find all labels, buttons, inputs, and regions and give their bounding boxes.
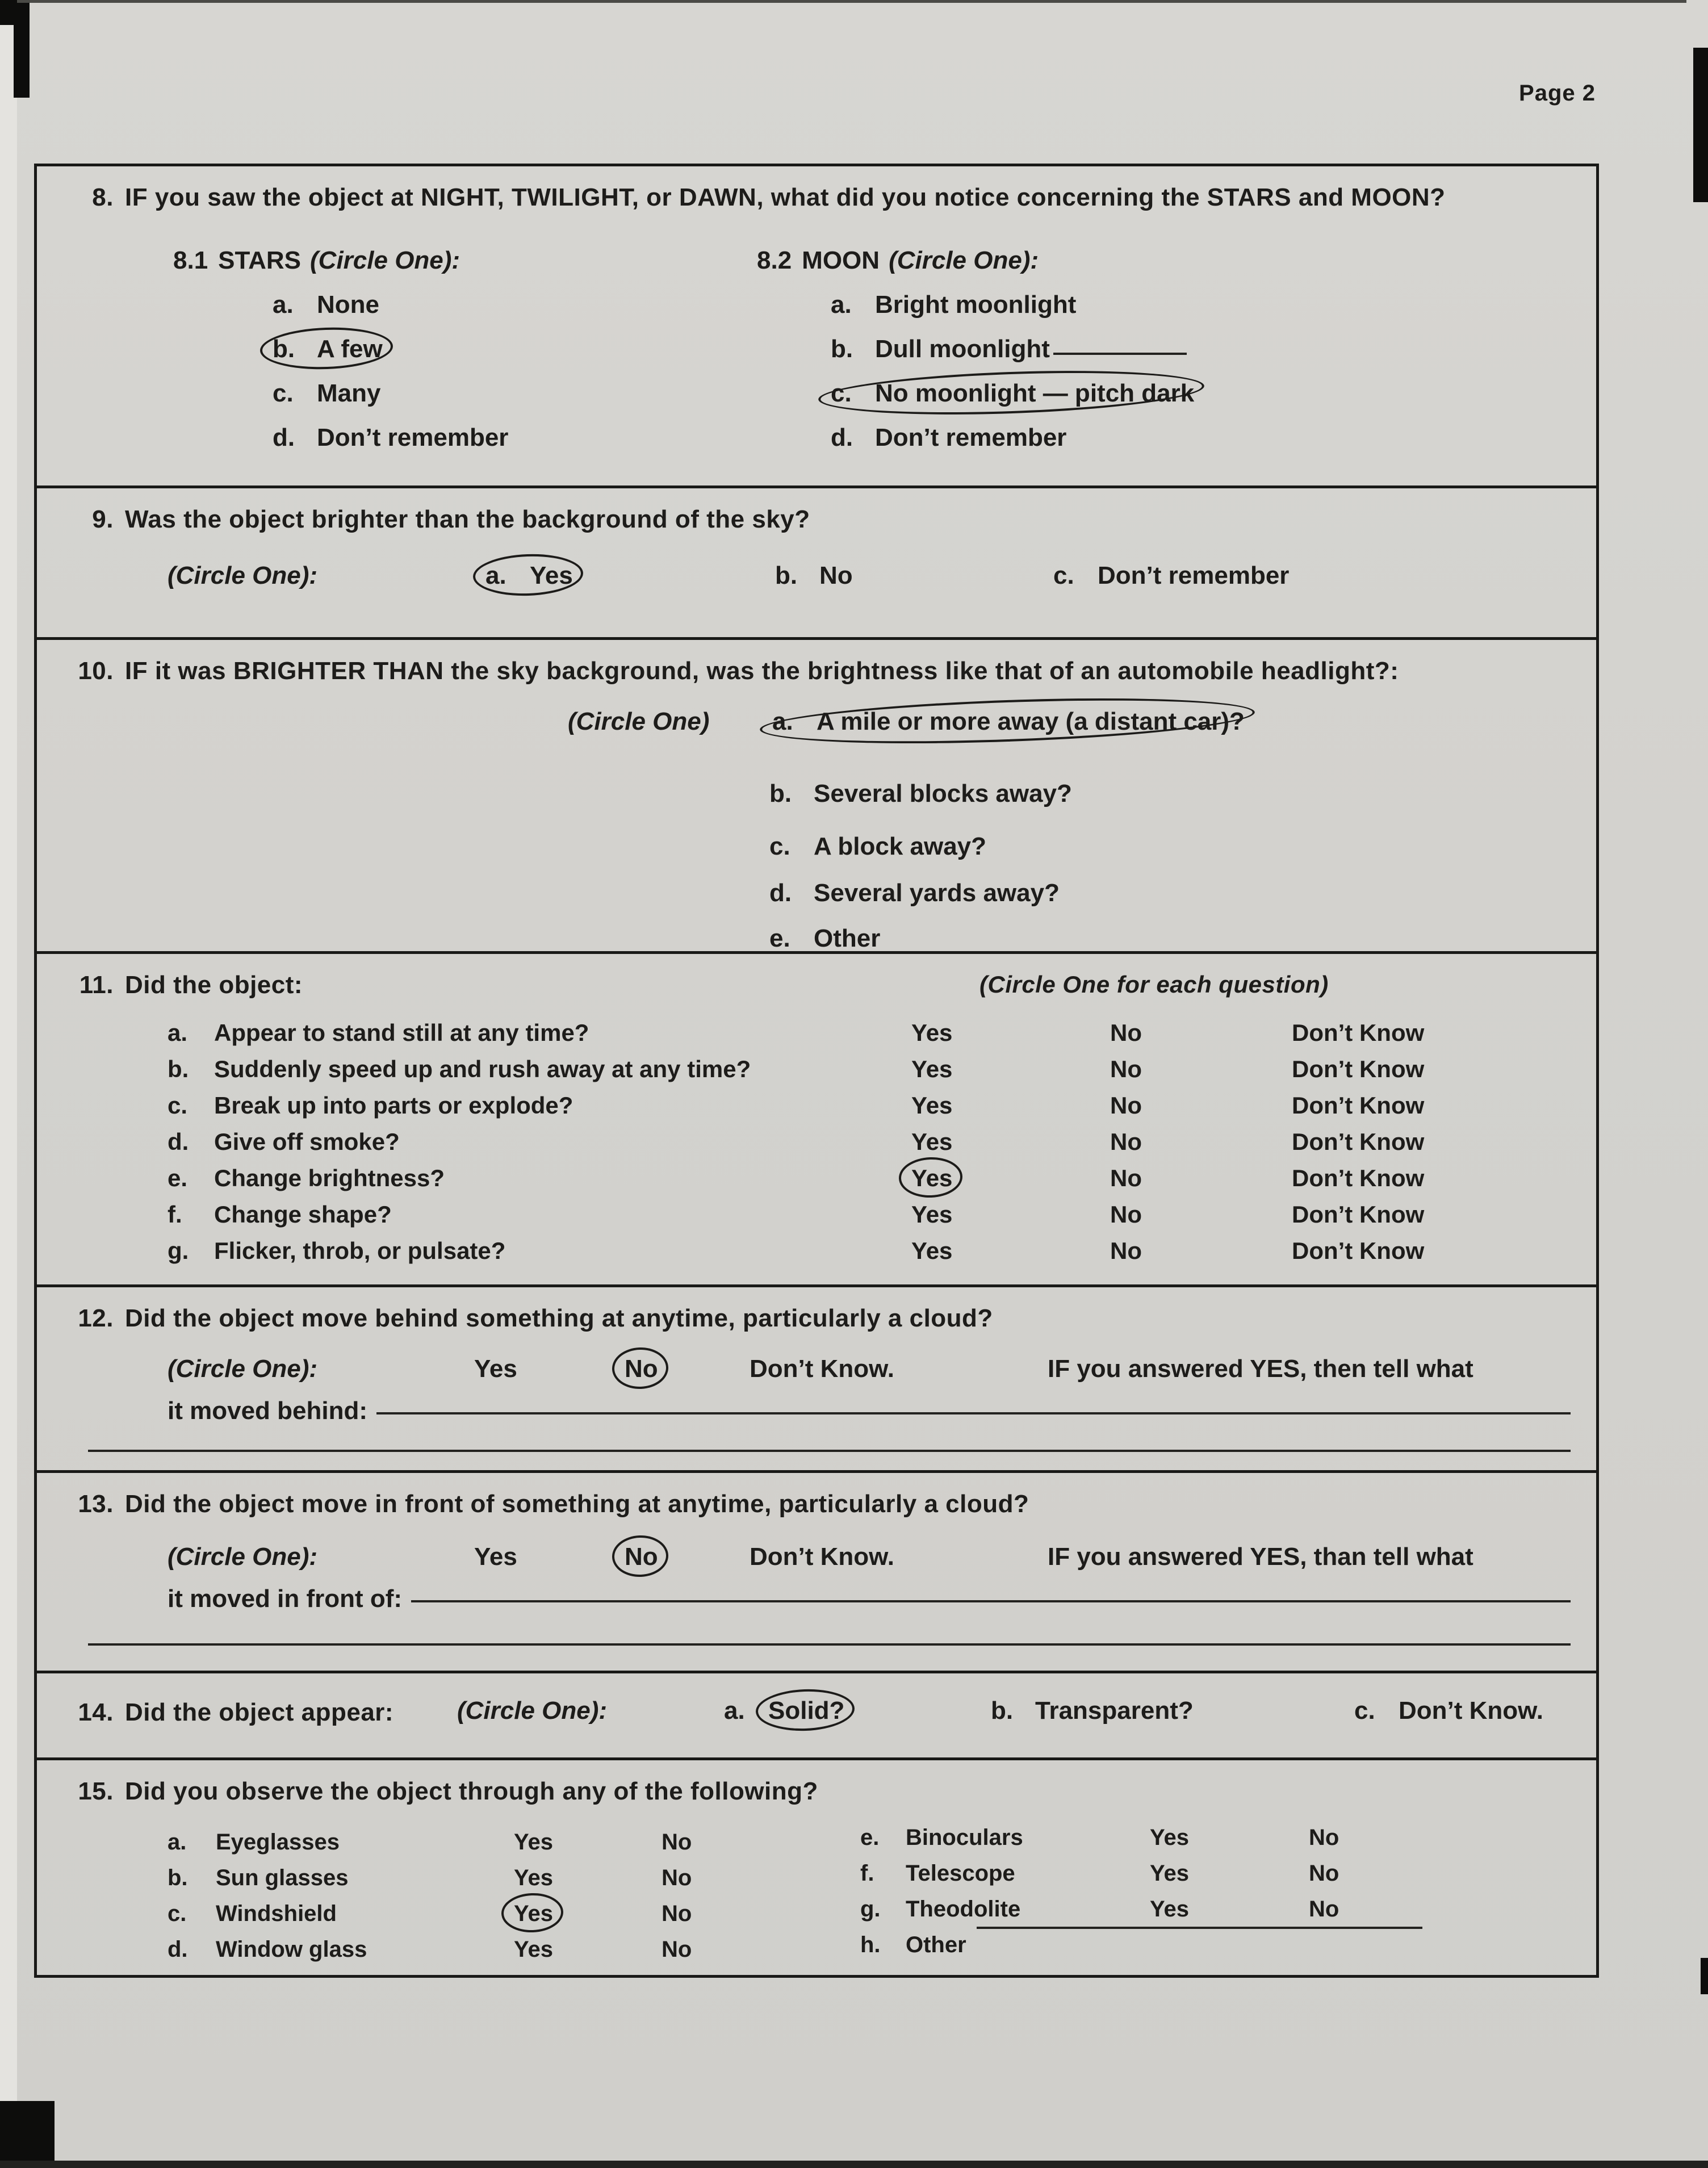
scan-artifact bbox=[1693, 48, 1708, 202]
option-letter: f. bbox=[860, 1861, 874, 1886]
question-15-left-column bbox=[168, 1828, 775, 1972]
moon-subheading bbox=[757, 246, 1596, 275]
moon-option-bright bbox=[757, 290, 1596, 320]
question-14-answers bbox=[37, 1696, 1596, 1730]
question-15-right-column bbox=[860, 1824, 1422, 1967]
answer-no: No bbox=[1309, 1897, 1339, 1922]
option-label: Telescope bbox=[906, 1861, 1015, 1886]
q11-row-label bbox=[168, 1237, 911, 1273]
option-label: Don’t Know. bbox=[1399, 1697, 1543, 1725]
option-letter: b. bbox=[273, 335, 295, 363]
answer-no: No bbox=[1110, 1092, 1142, 1119]
option-letter: c. bbox=[1053, 562, 1074, 589]
option-label: Sun glasses bbox=[216, 1865, 349, 1890]
option-label: Several blocks away? bbox=[814, 780, 1072, 807]
option-label: Flicker, throb, or pulsate? bbox=[214, 1237, 506, 1264]
selection-circle bbox=[911, 1164, 952, 1192]
answer-yes: Yes bbox=[911, 1128, 953, 1155]
option-letter: b. bbox=[168, 1865, 188, 1890]
answer-yes: Yes bbox=[514, 1901, 553, 1926]
option-transparent bbox=[991, 1696, 1194, 1726]
answer-dont-know: Don’t Know. bbox=[750, 1355, 894, 1383]
q11-row-label bbox=[168, 1091, 911, 1128]
moon-subnumber: 8.2 bbox=[757, 246, 792, 274]
question-14-section bbox=[37, 1673, 1596, 1760]
answer-yes-circled bbox=[911, 1164, 1110, 1200]
option-label: Don’t remember bbox=[1098, 562, 1290, 589]
option-letter: e. bbox=[769, 924, 790, 952]
option-other bbox=[906, 1931, 1422, 1967]
page-number: Page 2 bbox=[1519, 81, 1596, 106]
q11-row-label bbox=[168, 1019, 911, 1055]
answer-yes: Yes bbox=[1150, 1861, 1189, 1886]
stars-option-many bbox=[173, 379, 684, 408]
if-yes-instruction: IF you answered YES, then tell what bbox=[1048, 1355, 1473, 1383]
moved-behind-row bbox=[168, 1396, 1571, 1426]
option-label: Give off smoke? bbox=[214, 1128, 400, 1155]
question-8-text: IF you saw the object at NIGHT, TWILIGHT, or DAWN, what did you notice concerning the STARS and MOON? bbox=[125, 183, 1446, 211]
question-11-section bbox=[37, 954, 1596, 1287]
stars-title: STARS bbox=[218, 246, 302, 274]
option-letter: c. bbox=[168, 1092, 188, 1119]
option-letter: b. bbox=[831, 335, 853, 363]
answer-yes: Yes bbox=[911, 1237, 953, 1264]
question-14-number: 14. bbox=[78, 1698, 114, 1726]
question-11-number: 11. bbox=[79, 971, 114, 999]
option-dont-know bbox=[1354, 1696, 1543, 1726]
question-10-option-d bbox=[769, 878, 1060, 908]
option-letter: a. bbox=[168, 1830, 187, 1855]
moon-title: MOON bbox=[802, 246, 880, 274]
answer-yes: Yes bbox=[1150, 1897, 1189, 1922]
stars-option-a-few bbox=[173, 334, 684, 364]
selection-circle bbox=[485, 561, 573, 591]
stars-subheading bbox=[173, 246, 684, 275]
option-letter: b. bbox=[775, 562, 798, 589]
option-letter: g. bbox=[168, 1237, 189, 1264]
circle-one-note: (Circle One) bbox=[568, 708, 710, 735]
answer-dont-know: Don’t Know bbox=[1292, 1165, 1425, 1191]
answer-no: No bbox=[1110, 1128, 1142, 1155]
option-letter: a. bbox=[273, 291, 294, 319]
answer-no: No bbox=[1110, 1165, 1142, 1191]
answer-no: No bbox=[1110, 1056, 1142, 1082]
option-letter: f. bbox=[168, 1201, 182, 1228]
question-10-option-c bbox=[769, 832, 986, 861]
question-8-number: 8. bbox=[92, 183, 114, 211]
option-label: Yes bbox=[530, 562, 573, 589]
question-11-text: Did the object: bbox=[125, 971, 303, 999]
option-label: A block away? bbox=[814, 832, 987, 860]
moved-behind-label: it moved behind: bbox=[168, 1397, 367, 1425]
scan-artifact bbox=[0, 2161, 1708, 2168]
answer-dont-know: Don’t Know bbox=[1292, 1056, 1425, 1082]
option-letter: b. bbox=[991, 1697, 1014, 1725]
question-9-answers bbox=[37, 561, 1596, 595]
moved-in-front-label: it moved in front of: bbox=[168, 1585, 403, 1613]
option-label: Other bbox=[814, 924, 881, 952]
fill-in-blank-line bbox=[88, 1450, 1571, 1452]
selection-circle bbox=[514, 1900, 553, 1927]
question-13-answers bbox=[37, 1542, 1596, 1576]
option-label: Dull moonlight bbox=[875, 335, 1050, 363]
selection-circle bbox=[772, 707, 1245, 736]
scan-artifact bbox=[0, 0, 30, 25]
answer-no: No bbox=[662, 1937, 692, 1962]
answer-no: No bbox=[1110, 1019, 1142, 1046]
option-label: Eyeglasses bbox=[216, 1830, 340, 1855]
stars-option-group bbox=[37, 246, 684, 453]
question-12-answers bbox=[37, 1354, 1596, 1388]
answer-no: No bbox=[662, 1865, 692, 1890]
answer-yes-circled bbox=[514, 1900, 662, 1936]
option-letter: a. bbox=[772, 708, 793, 735]
option-letter: a. bbox=[168, 1019, 188, 1046]
option-letter: e. bbox=[168, 1165, 188, 1191]
answer-yes: Yes bbox=[1150, 1825, 1189, 1850]
circle-one-note: (Circle One): bbox=[457, 1697, 608, 1725]
option-letter: a. bbox=[724, 1697, 745, 1725]
fill-in-blank-line bbox=[376, 1412, 1571, 1414]
question-12-number: 12. bbox=[78, 1304, 114, 1332]
question-12-section bbox=[37, 1287, 1596, 1473]
option-label: Windshield bbox=[216, 1901, 337, 1926]
answer-no: No bbox=[625, 1543, 658, 1571]
option-label: No moonlight — pitch dark bbox=[875, 379, 1195, 407]
answer-yes: Yes bbox=[514, 1937, 553, 1962]
question-10-text: IF it was BRIGHTER THAN the sky background, was the brightness like that of an automobile headlight?: bbox=[125, 657, 1399, 685]
selection-circle bbox=[831, 379, 1194, 408]
fill-in-blank-line bbox=[977, 1927, 1422, 1929]
answer-no: No bbox=[1110, 1201, 1142, 1228]
q11-row-label bbox=[168, 1128, 911, 1164]
answer-dont-know: Don’t Know bbox=[1292, 1019, 1425, 1046]
answer-yes: Yes bbox=[911, 1019, 953, 1046]
option-label: Solid? bbox=[768, 1697, 845, 1725]
question-10-option-e bbox=[769, 924, 880, 953]
option-label: Many bbox=[317, 379, 381, 407]
answer-no: No bbox=[662, 1901, 692, 1926]
answer-yes: Yes bbox=[514, 1830, 553, 1855]
circle-one-note: (Circle One): bbox=[310, 246, 461, 274]
question-15-section bbox=[37, 1760, 1596, 1975]
question-11-table bbox=[37, 1019, 1596, 1273]
fill-in-blank-line bbox=[88, 1643, 1571, 1646]
circle-one-note: (Circle One): bbox=[168, 1543, 318, 1571]
moon-option-group bbox=[684, 246, 1596, 453]
question-8-columns bbox=[37, 246, 1596, 453]
option-label: A mile or more away (a distant car)? bbox=[817, 708, 1245, 735]
if-yes-instruction: IF you answered YES, than tell what bbox=[1048, 1543, 1473, 1571]
moved-in-front-row bbox=[168, 1584, 1571, 1614]
option-label: Don’t remember bbox=[875, 424, 1067, 451]
option-label: Change shape? bbox=[214, 1201, 392, 1228]
option-letter: h. bbox=[860, 1932, 881, 1957]
questionnaire-form bbox=[34, 164, 1599, 1978]
fill-in-blank-line bbox=[411, 1600, 1571, 1602]
option-letter: d. bbox=[273, 424, 295, 451]
answer-dont-know: Don’t Know bbox=[1292, 1092, 1425, 1119]
selection-circle bbox=[625, 1542, 658, 1572]
answer-yes: Yes bbox=[474, 1355, 517, 1383]
option-letter: c. bbox=[273, 379, 294, 407]
option-letter: c. bbox=[831, 379, 852, 407]
selection-circle bbox=[273, 334, 383, 364]
answer-no: No bbox=[1309, 1825, 1339, 1850]
scan-artifact bbox=[0, 2101, 55, 2168]
question-9-section bbox=[37, 488, 1596, 640]
answer-yes: Yes bbox=[911, 1092, 953, 1119]
answer-yes: Yes bbox=[911, 1056, 953, 1082]
option-label: Transparent? bbox=[1035, 1697, 1194, 1725]
option-label: Appear to stand still at any time? bbox=[214, 1019, 589, 1046]
option-label: Other bbox=[906, 1932, 966, 1957]
option-letter: d. bbox=[168, 1128, 189, 1155]
option-solid bbox=[724, 1696, 844, 1726]
option-letter: c. bbox=[168, 1901, 187, 1926]
question-13-section bbox=[37, 1473, 1596, 1673]
selection-circle bbox=[625, 1354, 658, 1384]
stray-underline bbox=[1053, 353, 1187, 355]
answer-dont-know: Don’t Know bbox=[1292, 1128, 1425, 1155]
option-letter: d. bbox=[168, 1937, 188, 1962]
option-letter: c. bbox=[1354, 1697, 1375, 1725]
answer-no: No bbox=[662, 1830, 692, 1855]
moon-option-no-moonlight bbox=[757, 379, 1596, 408]
question-9-number: 9. bbox=[92, 505, 114, 533]
option-letter: g. bbox=[860, 1897, 881, 1922]
question-15-number: 15. bbox=[78, 1777, 114, 1805]
option-label: Bright moonlight bbox=[875, 291, 1077, 319]
question-10-number: 10. bbox=[78, 657, 114, 685]
option-label: Theodolite bbox=[906, 1897, 1021, 1922]
option-label: Binoculars bbox=[906, 1825, 1023, 1850]
moon-option-dont-remember bbox=[757, 423, 1596, 453]
question-12-text: Did the object move behind something at anytime, particularly a cloud? bbox=[125, 1304, 993, 1332]
question-13-text: Did the object move in front of something at anytime, particularly a cloud? bbox=[125, 1490, 1029, 1518]
option-dont-remember bbox=[1053, 561, 1289, 591]
answer-yes: Yes bbox=[911, 1165, 953, 1191]
option-label: Break up into parts or explode? bbox=[214, 1092, 573, 1119]
option-letter: d. bbox=[769, 879, 792, 907]
option-label: No bbox=[819, 562, 853, 589]
question-10-option-b bbox=[769, 779, 1072, 809]
question-13-number: 13. bbox=[78, 1490, 114, 1518]
option-label: Don’t remember bbox=[317, 424, 509, 451]
option-label: Suddenly speed up and rush away at any time? bbox=[214, 1056, 751, 1082]
answer-no: No bbox=[1309, 1861, 1339, 1886]
option-no bbox=[775, 561, 853, 591]
question-10-option-a-row bbox=[37, 707, 1596, 741]
option-label: A few bbox=[317, 335, 383, 363]
question-10-section bbox=[37, 640, 1596, 954]
answer-no: No bbox=[1110, 1237, 1142, 1264]
option-label: Several yards away? bbox=[814, 879, 1060, 907]
answer-dont-know: Don’t Know bbox=[1292, 1237, 1425, 1264]
question-14-text: Did the object appear: bbox=[125, 1698, 394, 1726]
question-8-section bbox=[37, 166, 1596, 488]
selection-circle bbox=[768, 1696, 844, 1726]
option-letter: b. bbox=[168, 1056, 189, 1082]
option-letter: c. bbox=[769, 832, 790, 860]
circle-one-note: (Circle One): bbox=[889, 246, 1039, 274]
stars-option-none bbox=[173, 290, 684, 320]
answer-yes: Yes bbox=[911, 1201, 953, 1228]
stars-option-dont-remember bbox=[173, 423, 684, 453]
option-letter: a. bbox=[485, 562, 506, 589]
circle-one-note: (Circle One): bbox=[168, 1355, 318, 1383]
q11-row-label bbox=[168, 1200, 911, 1237]
answer-yes: Yes bbox=[514, 1865, 553, 1890]
option-label: Window glass bbox=[216, 1937, 367, 1962]
moon-option-dull bbox=[757, 334, 1596, 364]
circle-one-note: (Circle One): bbox=[168, 562, 318, 589]
scan-artifact bbox=[1701, 1958, 1708, 1994]
q11-row-label bbox=[168, 1055, 911, 1091]
question-9-text: Was the object brighter than the background of the sky? bbox=[125, 505, 810, 533]
option-letter: a. bbox=[831, 291, 852, 319]
scan-edge-strip bbox=[0, 0, 17, 2168]
answer-dont-know: Don’t Know. bbox=[750, 1543, 894, 1571]
option-letter: b. bbox=[769, 780, 792, 807]
answer-dont-know: Don’t Know bbox=[1292, 1201, 1425, 1228]
option-letter: e. bbox=[860, 1825, 880, 1850]
scan-artifact bbox=[14, 23, 30, 98]
option-label: None bbox=[317, 291, 379, 319]
q11-row-label bbox=[168, 1164, 911, 1200]
stars-subnumber: 8.1 bbox=[173, 246, 208, 274]
scan-artifact bbox=[17, 0, 1686, 3]
answer-yes: Yes bbox=[474, 1543, 517, 1571]
option-label: Change brightness? bbox=[214, 1165, 445, 1191]
question-15-text: Did you observe the object through any of the following? bbox=[125, 1777, 818, 1805]
answer-no: No bbox=[625, 1355, 658, 1383]
option-letter: d. bbox=[831, 424, 853, 451]
circle-one-each-note: (Circle One for each question) bbox=[979, 971, 1329, 998]
